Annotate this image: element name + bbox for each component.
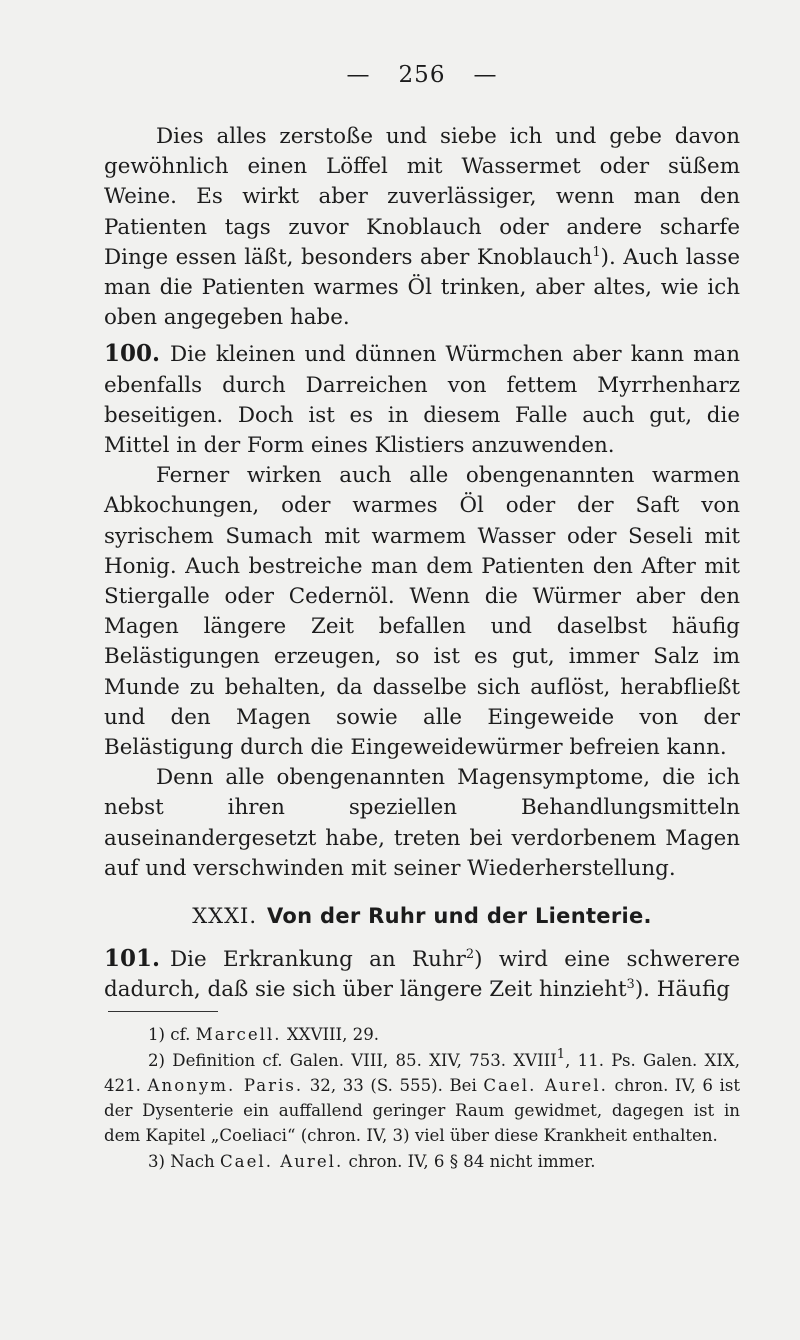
footnote-3-label: 3) Nach <box>148 1151 215 1171</box>
paragraph-1-end: ). Auch lasse man die Patienten warmes Öl trinken, aber altes, wie ich oben angegeben habe. <box>104 244 740 331</box>
footnote-ref-1: 1 <box>592 244 601 260</box>
section-101-text-c: ). Häufig <box>634 977 730 1003</box>
page <box>104 62 740 1174</box>
footnote-2-text-a: 2) Definition cf. Galen. VIII, 85. XIV, 753. XVIII <box>148 1050 557 1070</box>
paragraph-4: Denn alle obengenannten Magensymptome, die ich nebst ihren speziellen Behandlungsmitteln auseinandergesetzt habe, treten bei verdorbenem Magen auf und verschwinden mit seiner Wiederherstellung. <box>104 765 740 881</box>
footnote-2-sup: 1 <box>556 1046 566 1062</box>
footnote-2-anon: Anonym. Paris. <box>147 1075 304 1095</box>
paragraph-1 <box>104 122 740 333</box>
footnote-rule <box>108 1011 218 1012</box>
paragraph-1-text: Dies alles zerstoße und siebe ich und gebe davon gewöhnlich einen Löffel mit Wassermet oder süßem Weine. Es wirkt aber zuverlässiger, wenn man den Patienten tags zuvor Knoblauch oder andere scharfe Dinge essen läßt, besonders aber Knoblauch <box>104 124 740 270</box>
section-101-text-a: Die Erkrankung an Ruhr <box>170 947 466 973</box>
footnote-3-cael: Cael. Aurel. <box>219 1151 344 1171</box>
footnote-2-cael: Cael. Aurel. <box>483 1075 608 1095</box>
footnote-3 <box>104 1149 740 1174</box>
section-101-text-b: ) wird eine schwerere dadurch, daß sie sich über längere Zeit hinzieht <box>104 947 740 1003</box>
page-number <box>104 62 740 90</box>
footnote-1-rest: XXVIII, 29. <box>286 1025 380 1045</box>
chapter-title: Von der Ruhr und der Lienterie. <box>267 904 652 929</box>
footnote-ref-3: 3 <box>626 977 635 993</box>
footnote-1-label: 1) cf. <box>148 1025 191 1045</box>
section-100-number: 100. <box>104 340 161 368</box>
footnote-1-author: Marcell. <box>195 1025 282 1045</box>
section-100-text: Die kleinen und dünnen Würmchen aber kann man ebenfalls durch Darreichen von fettem Myrrhenharz beseitigen. Doch ist es in diesem Falle auch gut, die Mittel in der Form eines Klistiers anzuwenden. <box>104 342 740 459</box>
footnote-2-text-c: 32, 33 (S. 555). Bei <box>309 1075 477 1095</box>
paragraph-3: Ferner wirken auch alle obengenannten warmen Abkochungen, oder warmes Öl oder der Saft von syrischem Sumach mit warmem Wasser oder Seseli mit Honig. Auch bestreiche man dem Patienten den After mit Stiergalle oder Cedernöl. Wenn die Würmer aber den Magen längere Zeit befallen und daselbst häufig Belästigungen erzeugen, so ist es gut, immer Salz im Munde zu behalten, da dasselbe sich auflöst, herabfließt und den Magen sowie alle Eingeweide von der Belästigung durch die Eingeweidewürmer befreien kann. <box>104 463 740 761</box>
page-number-value: 256 <box>398 62 446 88</box>
footnote-3-rest: chron. IV, 6 § 84 nicht immer. <box>348 1151 596 1171</box>
section-101-number: 101. <box>104 945 161 973</box>
chapter-number: XXXI. <box>192 904 258 929</box>
footnote-ref-2: 2 <box>465 947 475 963</box>
footnote-2 <box>104 1048 740 1149</box>
footnote-1 <box>104 1022 740 1047</box>
dash-right: — <box>473 62 498 88</box>
chapter-heading <box>104 904 740 928</box>
section-101 <box>104 944 740 1005</box>
section-100 <box>104 339 740 461</box>
footnote-2-text-d: chron. IV, 6 ist der Dysenterie ein auffallend geringer Raum gewidmet, dagegen ist in dem Kapitel „Coeliaci“ (chron. IV, 3) viel über diese Krankheit enthalten. <box>104 1075 741 1146</box>
dash-left: — <box>346 62 371 88</box>
footnote-2-text-b: , 11. Ps. Galen. XIX, 421. <box>104 1050 741 1095</box>
